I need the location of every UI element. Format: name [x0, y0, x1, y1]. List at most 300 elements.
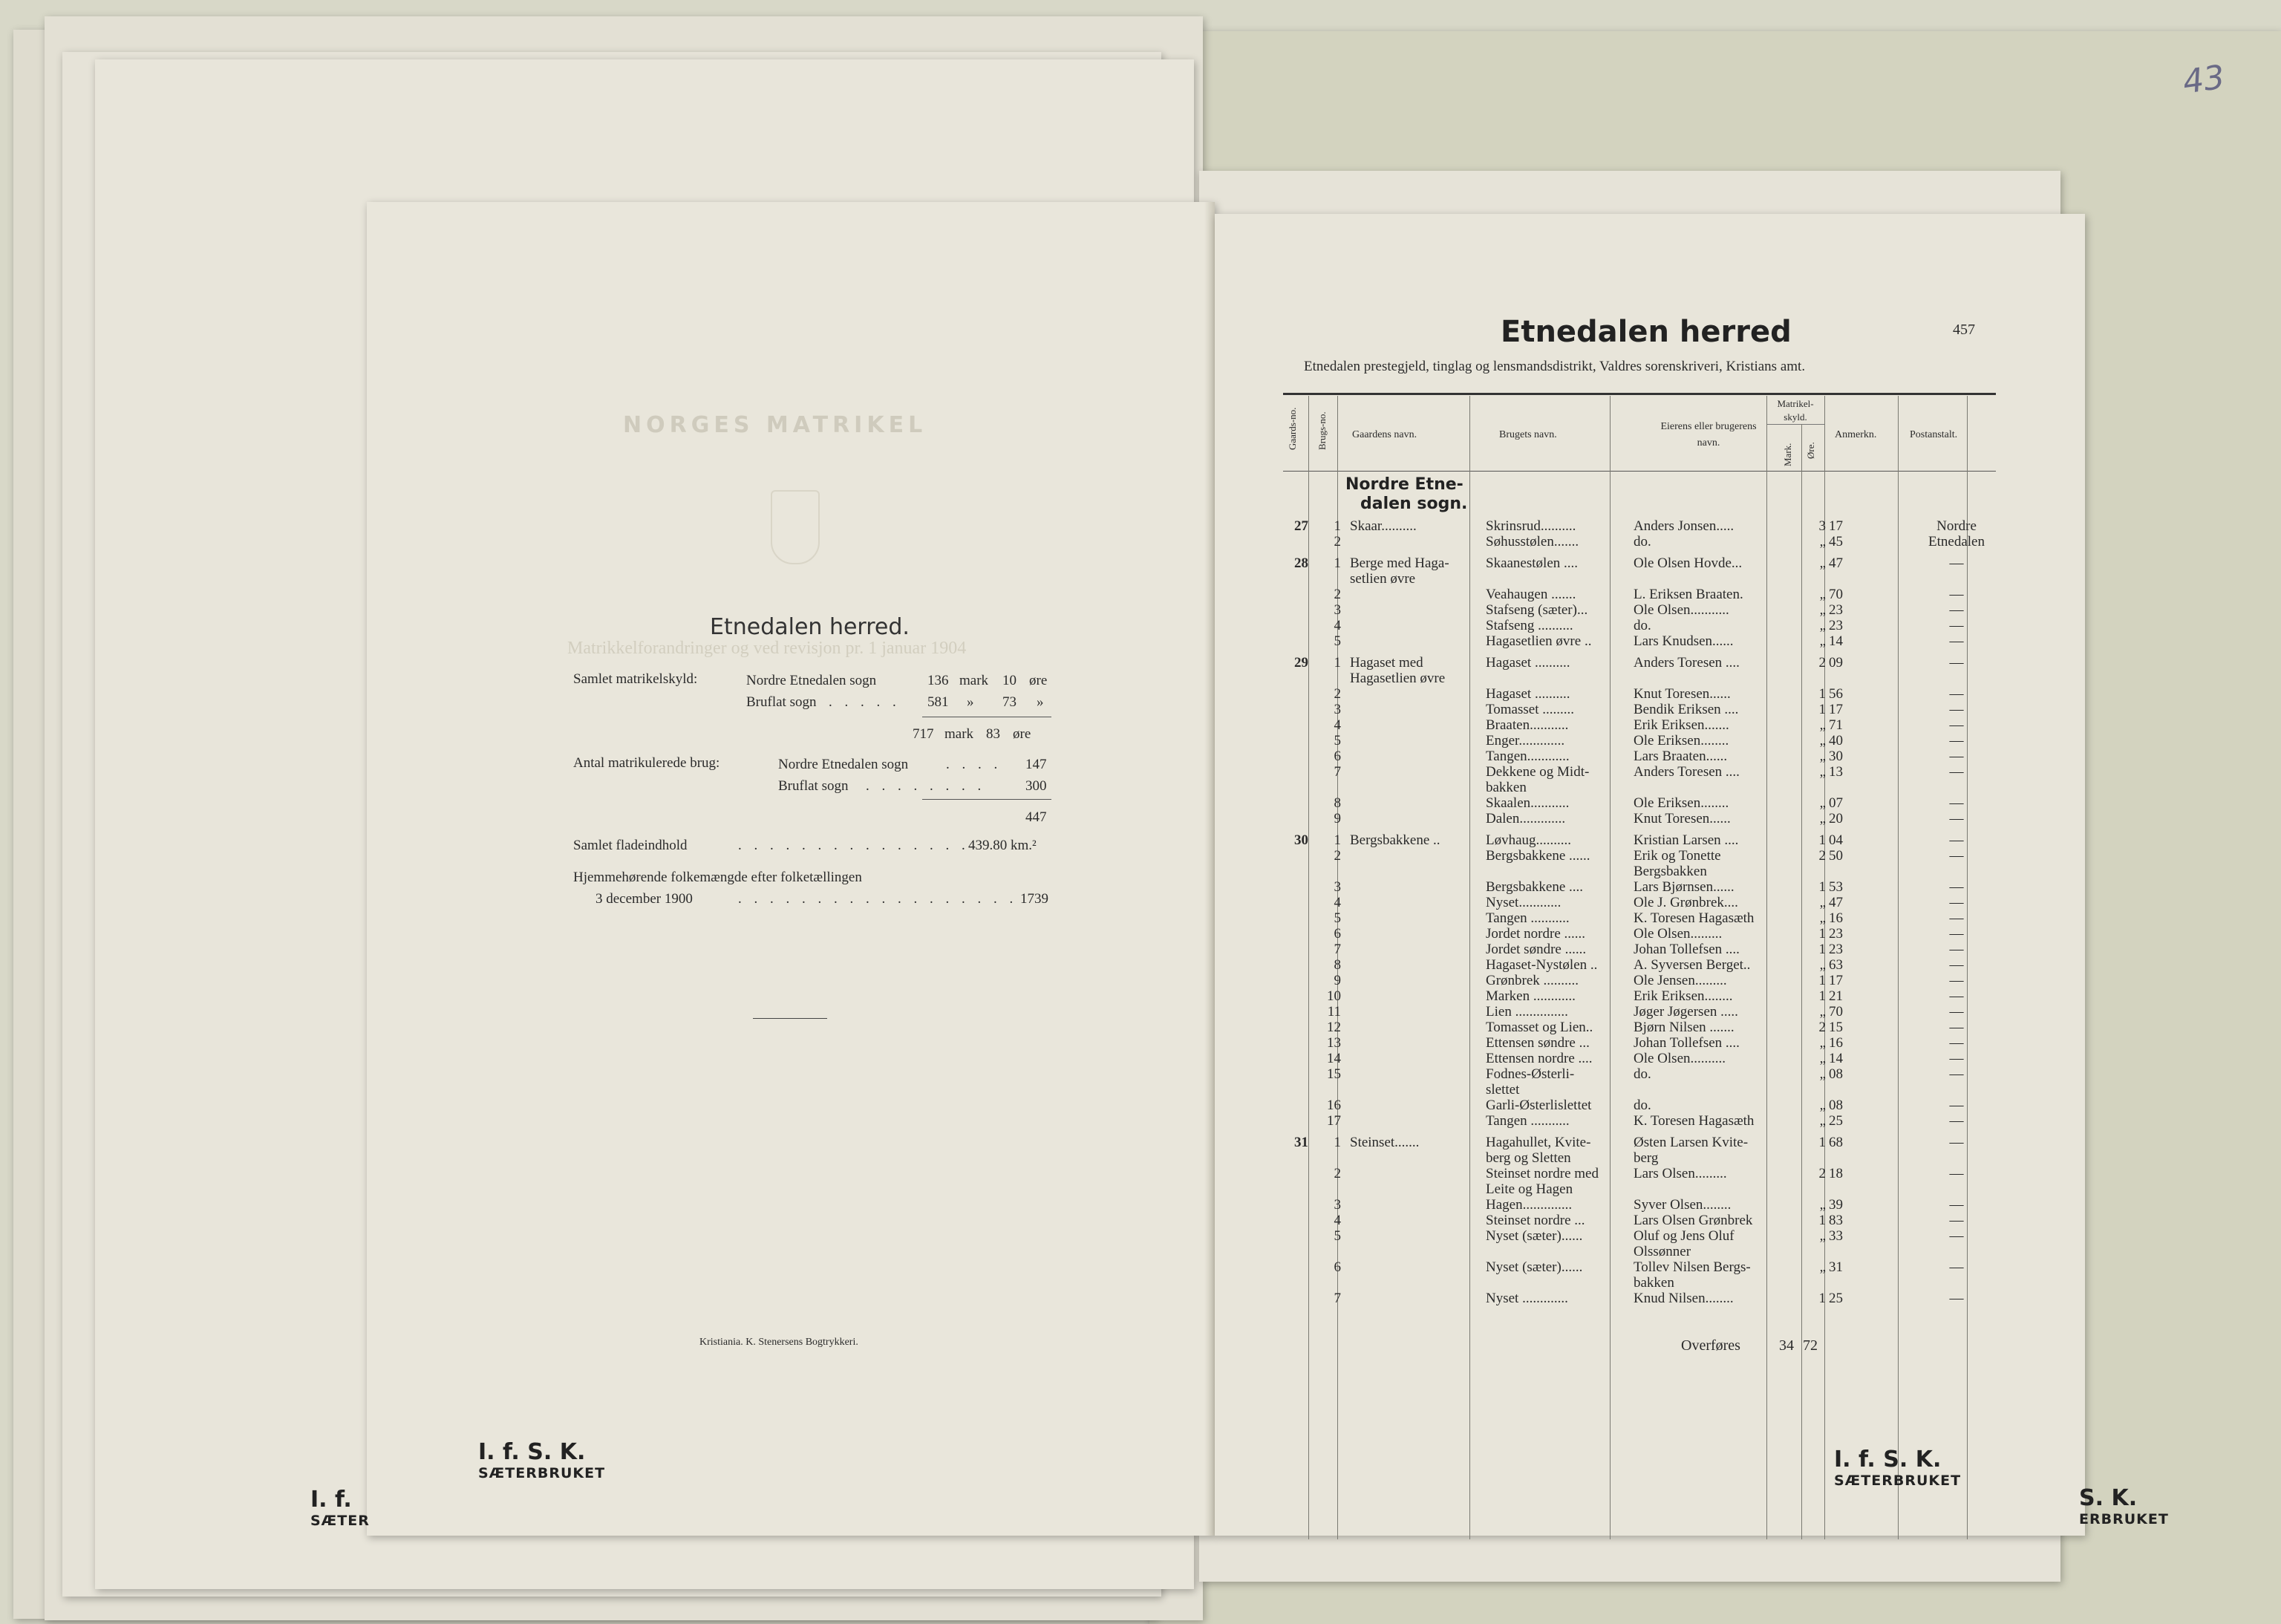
- cell-g: [1273, 895, 1310, 910]
- cell-o: 83: [1829, 1213, 1843, 1228]
- cell-p: [1922, 1275, 1991, 1291]
- cell-o: 23: [1829, 618, 1843, 633]
- cell-p: [1922, 571, 1991, 587]
- cell-b: 4: [1334, 1213, 1341, 1228]
- cell-g: [1273, 1259, 1310, 1275]
- cell-bn: Lien ...............: [1486, 1004, 1568, 1020]
- cell-o: 47: [1829, 895, 1843, 910]
- cell-p: —: [1949, 1197, 1964, 1213]
- cell-bn: Bergsbakkene ......: [1486, 848, 1590, 864]
- cell-ei: Bjørn Nilsen .......: [1634, 1020, 1735, 1035]
- cell-p: —: [1949, 1066, 1964, 1082]
- cell-an: [1848, 957, 1922, 973]
- overfores-label: Overføres: [1681, 1337, 1740, 1354]
- cell-o: 15: [1829, 1020, 1843, 1035]
- cell-bn: Hagahullet, Kvite-: [1486, 1135, 1591, 1150]
- matrikelskyld-row-2-ore: 73: [1002, 694, 1017, 710]
- right-title: Etnedalen herred: [1501, 315, 1792, 349]
- stamp-left-page: [478, 1439, 605, 1481]
- matrikelskyld-row-1-name: Nordre Etnedalen sogn: [746, 673, 877, 688]
- cell-b: 5: [1334, 910, 1341, 926]
- cell-m: 2: [1818, 1166, 1826, 1181]
- cell-p: —: [1949, 942, 1964, 957]
- cell-m: „: [1819, 895, 1826, 910]
- cell-b: 1: [1334, 832, 1341, 848]
- cell-o: 63: [1829, 957, 1843, 973]
- cell-o: 20: [1829, 811, 1843, 826]
- area-label: Samlet fladeindhold: [573, 838, 688, 853]
- cell-bn: Dekkene og Midt-: [1486, 764, 1590, 780]
- cell-ei: do.: [1634, 534, 1651, 550]
- cell-m: [1792, 780, 1827, 795]
- cell-m: „: [1819, 749, 1826, 764]
- cell-o: 21: [1829, 988, 1843, 1004]
- cell-b: 5: [1334, 633, 1341, 649]
- cell-an: [1848, 1166, 1922, 1181]
- cell-g: [1273, 811, 1310, 826]
- stamp-right-page-title: I. f. S. K.: [1834, 1447, 1942, 1473]
- cell-ei: Olssønner: [1634, 1244, 1691, 1259]
- table-row: [1273, 1082, 1991, 1098]
- cell-bn: Grønbrek ..........: [1486, 973, 1579, 988]
- cell-p: —: [1949, 618, 1964, 633]
- cell-p: [1922, 780, 1991, 795]
- stamp-far-right-sub: ERBRUKET: [2079, 1511, 2169, 1527]
- cell-bn: Bergsbakkene ....: [1486, 879, 1584, 895]
- cell-o: 45: [1829, 534, 1843, 550]
- header-ore: Øre.: [1805, 442, 1816, 459]
- population-label-2: 3 december 1900: [595, 891, 693, 907]
- cell-an: [1848, 926, 1922, 942]
- cell-bn: [1481, 571, 1631, 587]
- table-row: [1273, 848, 1991, 864]
- table-row: [1273, 587, 1991, 602]
- cell-ei: Syver Olsen........: [1634, 1197, 1732, 1213]
- cell-m: 1: [1818, 832, 1826, 848]
- cell-an: [1848, 1082, 1922, 1098]
- cell-m: „: [1819, 733, 1826, 749]
- cell-an: [1848, 587, 1922, 602]
- cell-b: [1310, 1244, 1342, 1259]
- left-page: [367, 202, 1215, 1536]
- matrikelskyld-row-1-mark: 136: [927, 673, 949, 688]
- cell-o: 09: [1829, 655, 1843, 671]
- header-matrikelskyld: Matrikel-skyld.: [1777, 398, 1814, 423]
- cell-g: [1273, 864, 1310, 879]
- stamp-right-page: [1834, 1447, 1961, 1489]
- cell-gn: Hagaset med: [1350, 655, 1423, 671]
- cell-ei: Anders Toresen ....: [1634, 655, 1740, 671]
- folio-number: 43: [2180, 58, 2228, 102]
- cell-b: 6: [1334, 1259, 1341, 1275]
- cell-ei: Ole Eriksen........: [1634, 733, 1729, 749]
- table-row: [1273, 717, 1991, 733]
- cell-gn: [1342, 1035, 1481, 1051]
- cell-o: [1827, 1150, 1848, 1166]
- cell-gn: Berge med Haga-: [1350, 555, 1449, 571]
- cell-o: 33: [1829, 1228, 1843, 1244]
- stamp-far-right: [2079, 1485, 2169, 1527]
- cell-o: 13: [1829, 764, 1843, 780]
- cell-m: [1792, 864, 1827, 879]
- cell-m: 1: [1818, 1135, 1826, 1150]
- cell-p: —: [1949, 848, 1964, 864]
- cell-o: 14: [1829, 1051, 1843, 1066]
- cell-p: Nordre: [1936, 518, 1977, 534]
- cell-gn: [1342, 733, 1481, 749]
- cell-ei: Erik Eriksen........: [1634, 988, 1733, 1004]
- header-gaardens-navn: Gaardens navn.: [1352, 429, 1417, 440]
- cell-ei: A. Syversen Berget..: [1634, 957, 1751, 973]
- cell-ei: berg: [1634, 1150, 1659, 1166]
- cell-gn: [1342, 1213, 1481, 1228]
- left-divider: [753, 1018, 827, 1019]
- brug-label: Antal matrikulerede brug:: [573, 755, 720, 771]
- table-row: [1273, 1244, 1991, 1259]
- cell-b: 4: [1334, 895, 1341, 910]
- cell-ei: Ole Eriksen........: [1634, 795, 1729, 811]
- cell-ei: do.: [1634, 1066, 1651, 1082]
- cell-an: [1848, 1020, 1922, 1035]
- cell-bn: Dalen.............: [1486, 811, 1566, 826]
- header-gaards-no: Gaards-no.: [1287, 407, 1298, 450]
- table-row: [1273, 655, 1991, 671]
- cell-g: [1273, 1098, 1310, 1113]
- cell-p: —: [1949, 1166, 1964, 1181]
- cell-g: [1273, 973, 1310, 988]
- header-postanstalt: Postanstalt.: [1910, 429, 1958, 440]
- cell-gn: [1342, 1150, 1481, 1166]
- cell-b: 8: [1334, 957, 1341, 973]
- faded-heading: NORGES MATRIKEL: [623, 412, 927, 438]
- register-table: [1273, 518, 1991, 1306]
- population-leader: . . . . . . . . . . . . . . . . . .: [738, 891, 1018, 907]
- cell-bn: Nyset (sæter)......: [1486, 1228, 1583, 1244]
- cell-p: —: [1949, 602, 1964, 618]
- cell-b: 4: [1334, 618, 1341, 633]
- cell-an: [1848, 1197, 1922, 1213]
- cell-g: [1273, 1150, 1310, 1166]
- cell-o: [1827, 1082, 1848, 1098]
- cell-b: 2: [1334, 587, 1341, 602]
- cell-b: [1310, 1181, 1342, 1197]
- cell-ei: Johan Tollefsen ....: [1634, 1035, 1740, 1051]
- section-title-line-1: Nordre Etne-: [1345, 475, 1463, 494]
- cell-an: [1848, 1275, 1922, 1291]
- table-row: [1273, 1051, 1991, 1066]
- cell-an: [1848, 879, 1922, 895]
- cell-g: [1273, 1035, 1310, 1051]
- cell-bn: Nyset............: [1486, 895, 1562, 910]
- table-row: [1273, 1004, 1991, 1020]
- table-row: [1273, 1020, 1991, 1035]
- cell-o: 07: [1829, 795, 1843, 811]
- cell-o: 17: [1829, 702, 1843, 717]
- cell-b: [1310, 780, 1342, 795]
- cell-m: „: [1819, 555, 1826, 571]
- cell-ei: Ole Olsen.........: [1634, 926, 1723, 942]
- table-row: [1273, 988, 1991, 1004]
- cell-bn: Hagen..............: [1486, 1197, 1573, 1213]
- table-row: [1273, 1259, 1991, 1275]
- stamp-left-page-title: I. f. S. K.: [478, 1439, 586, 1465]
- cell-bn: Veahaugen .......: [1486, 587, 1576, 602]
- cell-p: —: [1949, 811, 1964, 826]
- cell-g: [1273, 764, 1310, 780]
- cell-g: 27: [1294, 518, 1308, 534]
- cell-b: [1310, 1150, 1342, 1166]
- cell-b: 14: [1327, 1051, 1341, 1066]
- cell-an: [1848, 1291, 1922, 1306]
- cell-ei: Knut Toresen......: [1634, 811, 1731, 826]
- cell-bn: Marken ............: [1486, 988, 1576, 1004]
- cell-gn: [1342, 795, 1481, 811]
- cell-ei: do.: [1634, 1098, 1651, 1113]
- cell-p: [1922, 671, 1991, 686]
- cell-g: [1273, 717, 1310, 733]
- cell-o: 08: [1829, 1098, 1843, 1113]
- table-row: [1273, 895, 1991, 910]
- cell-p: —: [1949, 1213, 1964, 1228]
- brug-row-2-value: 300: [1025, 778, 1047, 794]
- cell-o: 25: [1829, 1113, 1843, 1129]
- cell-p: —: [1949, 1259, 1964, 1275]
- cell-m: „: [1819, 1113, 1826, 1129]
- row-gap-cell: [1273, 1129, 1991, 1135]
- cell-g: [1273, 733, 1310, 749]
- table-row: [1273, 1113, 1991, 1129]
- cell-gn: [1342, 534, 1481, 550]
- cell-bn: Steinset nordre ...: [1486, 1213, 1585, 1228]
- cell-b: 3: [1334, 1197, 1341, 1213]
- cell-m: „: [1819, 602, 1826, 618]
- cell-b: [1310, 1082, 1342, 1098]
- cell-m: „: [1819, 957, 1826, 973]
- cell-m: „: [1819, 534, 1826, 550]
- cell-o: [1827, 780, 1848, 795]
- matrikelskyld-row-2-name: Bruflat sogn: [746, 694, 817, 710]
- cell-p: —: [1949, 749, 1964, 764]
- cell-bn: [1481, 1275, 1631, 1291]
- cell-ei: Jøger Jøgersen .....: [1634, 1004, 1738, 1020]
- cell-an: [1848, 717, 1922, 733]
- cell-gn: [1342, 1166, 1481, 1181]
- cell-an: [1848, 1228, 1922, 1244]
- cell-bn: Tomasset og Lien..: [1486, 1020, 1593, 1035]
- cell-bn: Hagaset ..........: [1486, 655, 1570, 671]
- cell-m: [1792, 1082, 1827, 1098]
- cell-m: „: [1819, 1228, 1826, 1244]
- table-row: [1273, 973, 1991, 988]
- cell-ei: Østen Larsen Kvite-: [1634, 1135, 1749, 1150]
- cell-gn: [1342, 749, 1481, 764]
- cell-gn: [1342, 717, 1481, 733]
- faded-line: Matrikkelforandringer og ved revisjon pr. 1 januar 1904: [567, 639, 967, 658]
- cell-m: [1792, 1150, 1827, 1166]
- area-leader: . . . . . . . . . . . . . . .: [738, 838, 970, 853]
- cell-p: —: [1949, 702, 1964, 717]
- cell-bn: Steinset nordre med: [1486, 1166, 1599, 1181]
- cell-g: [1273, 942, 1310, 957]
- cell-ei: Anders Toresen ....: [1634, 764, 1740, 780]
- table-row: [1273, 1213, 1991, 1228]
- cell-b: 2: [1334, 686, 1341, 702]
- cell-ei: Johan Tollefsen ....: [1634, 942, 1740, 957]
- cell-g: [1273, 988, 1310, 1004]
- cell-g: [1273, 1275, 1310, 1291]
- cell-p: —: [1949, 910, 1964, 926]
- cell-b: 10: [1327, 988, 1341, 1004]
- cell-p: —: [1949, 832, 1964, 848]
- section-title-line-2: dalen sogn.: [1360, 495, 1468, 513]
- cell-gn: [1342, 957, 1481, 973]
- cell-m: „: [1819, 1259, 1826, 1275]
- cell-gn: [1342, 942, 1481, 957]
- cell-an: [1848, 1004, 1922, 1020]
- cell-m: „: [1819, 1035, 1826, 1051]
- cell-gn: [1342, 1082, 1481, 1098]
- cell-b: 6: [1334, 749, 1341, 764]
- cell-gn: Skaar..........: [1350, 518, 1417, 534]
- table-row: [1273, 832, 1991, 848]
- cell-an: [1848, 864, 1922, 879]
- cell-ei: Bergsbakken: [1634, 864, 1707, 879]
- cell-bn: berg og Sletten: [1486, 1150, 1571, 1166]
- row-gap: [1273, 550, 1991, 555]
- cell-ei: Ole Olsen...........: [1634, 602, 1729, 618]
- matrikelskyld-row-1-ore: 10: [1002, 673, 1017, 688]
- cell-m: [1792, 571, 1827, 587]
- cell-an: [1848, 1051, 1922, 1066]
- matrikelskyld-row-2-leader: . . . . .: [829, 694, 901, 710]
- table-row: [1273, 926, 1991, 942]
- brug-sum-line: [922, 799, 1051, 800]
- cell-gn: setlien øvre: [1350, 571, 1416, 587]
- cell-an: [1848, 686, 1922, 702]
- cell-m: „: [1819, 1098, 1826, 1113]
- cell-b: 3: [1334, 702, 1341, 717]
- cell-gn: [1342, 988, 1481, 1004]
- page-number: 457: [1953, 322, 1975, 338]
- brug-row-2-leader: . . . . . . . .: [866, 778, 986, 794]
- cell-m: 1: [1818, 686, 1826, 702]
- table-row: [1273, 910, 1991, 926]
- cell-gn: Hagasetlien øvre: [1350, 671, 1446, 686]
- cell-an: [1848, 832, 1922, 848]
- cell-bn: Løvhaug..........: [1486, 832, 1572, 848]
- cell-b: [1310, 864, 1342, 879]
- matrikelskyld-row-2-mark: 581: [927, 694, 949, 710]
- cell-m: „: [1819, 633, 1826, 649]
- cell-p: [1922, 1244, 1991, 1259]
- cell-gn: [1342, 895, 1481, 910]
- matrikelskyld-label: Samlet matrikelskyld:: [573, 671, 698, 687]
- cell-b: 1: [1334, 1135, 1341, 1150]
- cell-b: [1310, 571, 1342, 587]
- cell-g: [1273, 879, 1310, 895]
- cell-ei: [1631, 1082, 1792, 1098]
- cell-o: [1827, 571, 1848, 587]
- cell-g: [1273, 1166, 1310, 1181]
- cell-m: 1: [1818, 702, 1826, 717]
- cell-p: —: [1949, 633, 1964, 649]
- cell-p: [1922, 864, 1991, 879]
- cell-g: [1273, 1244, 1310, 1259]
- cell-b: 7: [1334, 1291, 1341, 1306]
- cell-o: [1827, 1181, 1848, 1197]
- stamp-far-left: [310, 1487, 370, 1529]
- matrikelskyld-total-ore-unit: øre: [1013, 726, 1031, 742]
- table-row: [1273, 1291, 1991, 1306]
- cell-m: „: [1819, 1066, 1826, 1082]
- table-row: [1273, 864, 1991, 879]
- right-page: [1215, 214, 2085, 1536]
- cell-gn: [1342, 1244, 1481, 1259]
- cell-o: 23: [1829, 926, 1843, 942]
- cell-p: —: [1949, 686, 1964, 702]
- cell-ei: K. Toresen Hagasæth: [1634, 1113, 1755, 1129]
- cell-b: 1: [1334, 518, 1341, 534]
- cell-bn: slettet: [1486, 1082, 1520, 1098]
- cell-bn: Hagasetlien øvre ..: [1486, 633, 1592, 649]
- cell-g: [1273, 848, 1310, 864]
- brug-total: 447: [1025, 809, 1047, 825]
- cell-bn: Garli-Østerlislettet: [1486, 1098, 1592, 1113]
- cell-gn: [1342, 1098, 1481, 1113]
- cell-m: „: [1819, 587, 1826, 602]
- cell-m: 2: [1818, 1020, 1826, 1035]
- matrikelskyld-row-2-mark-unit: »: [967, 694, 974, 710]
- cell-o: 71: [1829, 717, 1843, 733]
- cell-bn: Ettensen nordre ....: [1486, 1051, 1593, 1066]
- table-row: [1273, 879, 1991, 895]
- header-eier: Eierens eller brugerens navn.: [1660, 421, 1757, 449]
- cell-gn: [1342, 1051, 1481, 1066]
- cell-ei: Knut Toresen......: [1634, 686, 1731, 702]
- cell-b: 1: [1334, 555, 1341, 571]
- cell-p: —: [1949, 655, 1964, 671]
- cell-m: „: [1819, 910, 1826, 926]
- cell-p: —: [1949, 988, 1964, 1004]
- cell-o: [1827, 671, 1848, 686]
- cell-ei: Erik Eriksen.......: [1634, 717, 1729, 733]
- cell-g: [1273, 602, 1310, 618]
- brug-row-1-name: Nordre Etnedalen sogn: [778, 757, 909, 772]
- cell-ei: Lars Olsen.........: [1634, 1166, 1727, 1181]
- cell-bn: Stafseng (sæter)...: [1486, 602, 1588, 618]
- cell-m: „: [1819, 1004, 1826, 1020]
- table-row: [1273, 1066, 1991, 1082]
- table-row: [1273, 518, 1991, 534]
- cell-p: [1922, 1082, 1991, 1098]
- cell-g: [1273, 780, 1310, 795]
- faded-crest: [771, 490, 820, 564]
- cell-o: 53: [1829, 879, 1843, 895]
- cell-p: —: [1949, 1098, 1964, 1113]
- cell-g: [1273, 1051, 1310, 1066]
- header-brugs-no: Brugs-no.: [1316, 411, 1328, 450]
- cell-m: [1792, 1275, 1827, 1291]
- cell-m: „: [1819, 795, 1826, 811]
- table-row: [1273, 733, 1991, 749]
- cell-b: 2: [1334, 848, 1341, 864]
- table-row: [1273, 686, 1991, 702]
- cell-b: 15: [1327, 1066, 1341, 1082]
- cell-g: [1273, 1113, 1310, 1129]
- cell-bn: Søhusstølen.......: [1486, 534, 1579, 550]
- cell-gn: Bergsbakkene ..: [1350, 832, 1440, 848]
- cell-an: [1848, 764, 1922, 780]
